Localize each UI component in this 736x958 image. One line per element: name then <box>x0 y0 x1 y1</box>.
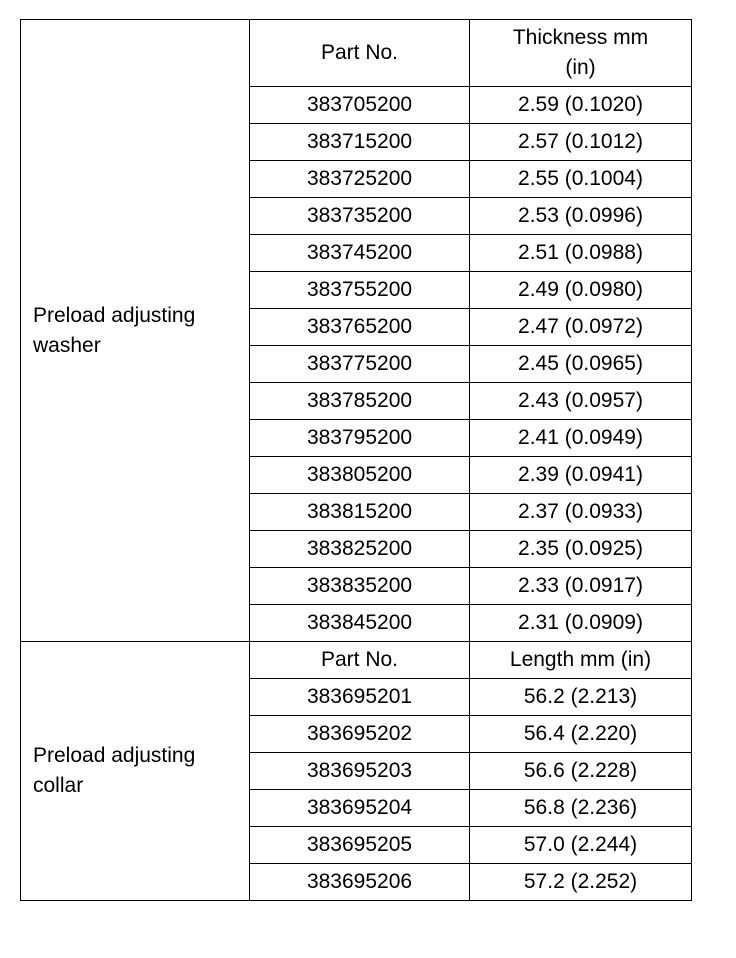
part-number: 383805200 <box>250 457 470 494</box>
thickness-value: 2.37 (0.0933) <box>470 494 692 531</box>
part-number: 383695203 <box>250 753 470 790</box>
part-number: 383785200 <box>250 383 470 420</box>
part-number: 383745200 <box>250 235 470 272</box>
length-value: 56.2 (2.213) <box>470 679 692 716</box>
thickness-value: 2.51 (0.0988) <box>470 235 692 272</box>
part-number: 383695206 <box>250 864 470 901</box>
washer-group-label: Preload adjusting washer <box>21 20 250 642</box>
washer-thickness-header: Thickness mm (in) <box>470 20 692 87</box>
thickness-value: 2.41 (0.0949) <box>470 420 692 457</box>
washer-header-row <box>21 20 692 87</box>
thickness-value: 2.57 (0.1012) <box>470 124 692 161</box>
part-number: 383815200 <box>250 494 470 531</box>
part-number: 383825200 <box>250 531 470 568</box>
thickness-value: 2.55 (0.1004) <box>470 161 692 198</box>
length-value: 56.4 (2.220) <box>470 716 692 753</box>
washer-part-header: Part No. <box>250 20 470 87</box>
length-value: 57.2 (2.252) <box>470 864 692 901</box>
part-number: 383835200 <box>250 568 470 605</box>
thickness-value: 2.39 (0.0941) <box>470 457 692 494</box>
part-number: 383705200 <box>250 87 470 124</box>
part-number: 383695201 <box>250 679 470 716</box>
length-value: 57.0 (2.244) <box>470 827 692 864</box>
collar-header-row <box>21 642 692 679</box>
thickness-value: 2.53 (0.0996) <box>470 198 692 235</box>
part-number: 383715200 <box>250 124 470 161</box>
part-number: 383695205 <box>250 827 470 864</box>
collar-length-header: Length mm (in) <box>470 642 692 679</box>
thickness-value: 2.45 (0.0965) <box>470 346 692 383</box>
length-value: 56.6 (2.228) <box>470 753 692 790</box>
collar-part-header: Part No. <box>250 642 470 679</box>
part-number: 383795200 <box>250 420 470 457</box>
thickness-value: 2.47 (0.0972) <box>470 309 692 346</box>
thickness-value: 2.31 (0.0909) <box>470 605 692 642</box>
part-number: 383765200 <box>250 309 470 346</box>
part-number: 383725200 <box>250 161 470 198</box>
thickness-value: 2.33 (0.0917) <box>470 568 692 605</box>
thickness-value: 2.59 (0.1020) <box>470 87 692 124</box>
part-number: 383755200 <box>250 272 470 309</box>
thickness-value: 2.49 (0.0980) <box>470 272 692 309</box>
part-number: 383845200 <box>250 605 470 642</box>
thickness-value: 2.35 (0.0925) <box>470 531 692 568</box>
collar-group-label: Preload adjusting collar <box>21 642 250 901</box>
part-number: 383775200 <box>250 346 470 383</box>
preload-spec-table <box>20 19 692 901</box>
thickness-value: 2.43 (0.0957) <box>470 383 692 420</box>
part-number: 383735200 <box>250 198 470 235</box>
length-value: 56.8 (2.236) <box>470 790 692 827</box>
part-number: 383695202 <box>250 716 470 753</box>
part-number: 383695204 <box>250 790 470 827</box>
